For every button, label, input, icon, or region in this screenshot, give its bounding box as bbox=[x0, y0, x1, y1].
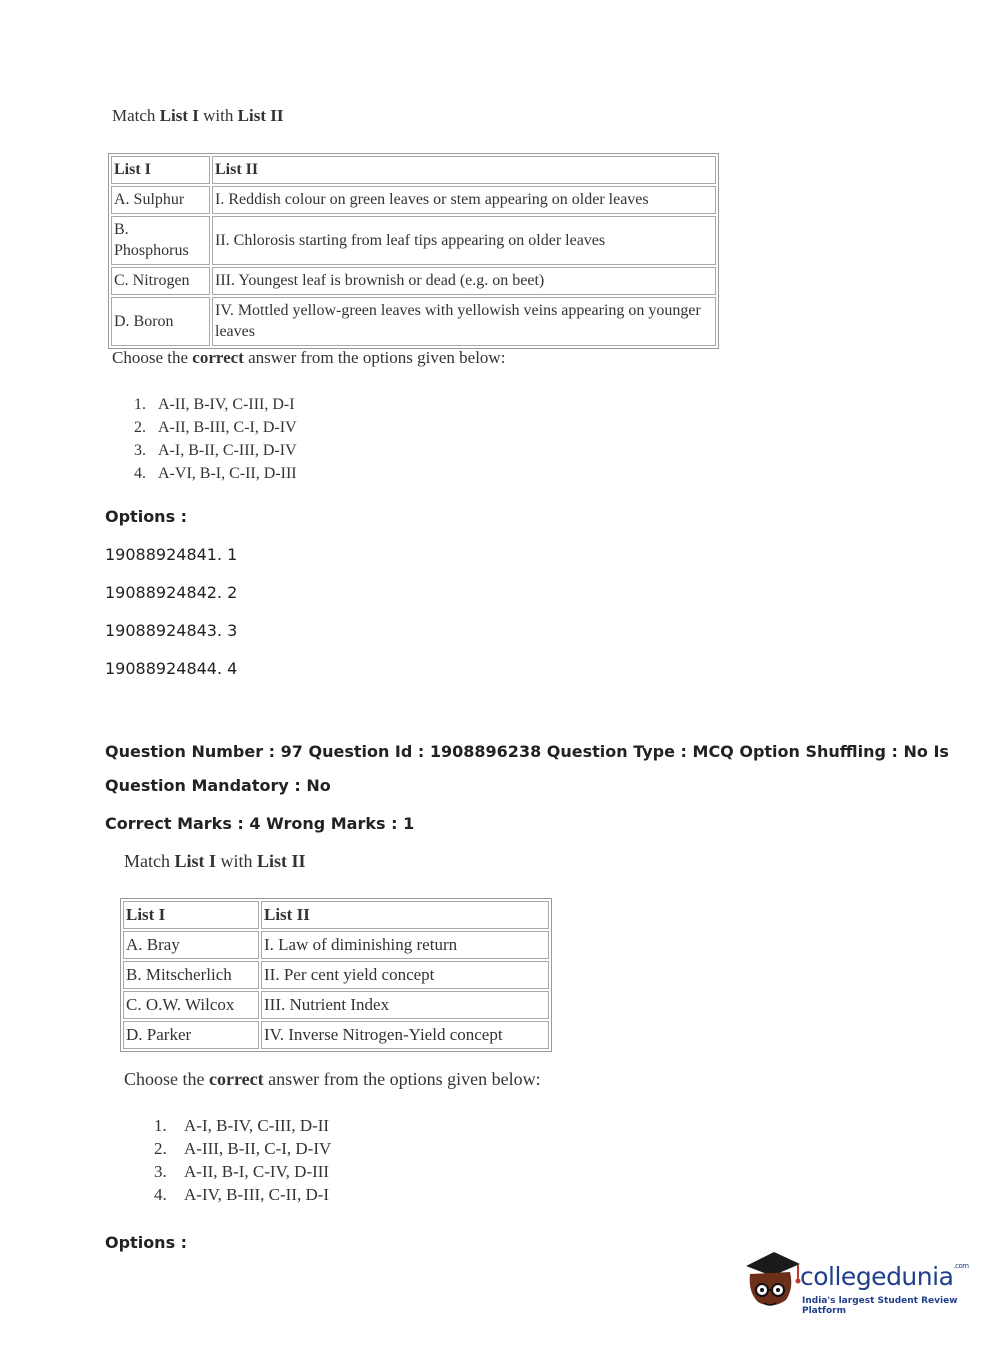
question-meta-line: Question Number : 97 Question Id : 1908896238 Question Type : MCQ Option Shuffling : No Is bbox=[105, 742, 949, 761]
table-cell: B. Mitscherlich bbox=[123, 961, 259, 989]
table-row bbox=[111, 186, 716, 214]
q2-choose-instruction: Choose the correct answer from the options given below: bbox=[124, 1069, 541, 1089]
table-header-cell: List II bbox=[212, 156, 716, 184]
q2-choice-list bbox=[154, 1114, 331, 1206]
table-row bbox=[111, 297, 716, 346]
question-mandatory: Question Mandatory : No bbox=[105, 776, 331, 795]
table-cell: C. Nitrogen bbox=[111, 267, 210, 295]
q1-match-table bbox=[108, 153, 719, 349]
q1-choice-list bbox=[134, 393, 297, 485]
brand-name: collegedunia$^{.com}$ bbox=[800, 1262, 969, 1291]
table-cell: IV. Inverse Nitrogen-Yield concept bbox=[261, 1021, 549, 1049]
list-item: 1. A-I, B-IV, C-III, D-II bbox=[154, 1116, 330, 1135]
question-marks: Correct Marks : 4 Wrong Marks : 1 bbox=[105, 814, 415, 833]
table-cell: B. Phosphorus bbox=[111, 216, 210, 265]
table-cell: A. Sulphur bbox=[111, 186, 210, 214]
list-item: 1. A-II, B-IV, C-III, D-I bbox=[134, 396, 295, 413]
q2-options-label: Options : bbox=[105, 1233, 188, 1252]
list-item: 2. A-II, B-III, C-I, D-IV bbox=[134, 419, 297, 436]
table-cell: D. Boron bbox=[111, 297, 210, 346]
option-item: 19088924841. 1 bbox=[105, 545, 238, 564]
q1-prompt: Match List I with List II bbox=[112, 106, 284, 125]
table-cell: A. Bray bbox=[123, 931, 259, 959]
list-item: 4. A-IV, B-III, C-II, D-I bbox=[154, 1185, 330, 1204]
table-cell: IV. Mottled yellow-green leaves with yellowish veins appearing on younger leaves bbox=[212, 297, 716, 346]
table-cell: D. Parker bbox=[123, 1021, 259, 1049]
table-row bbox=[111, 216, 716, 265]
q1-choose-instruction: Choose the correct answer from the options given below: bbox=[112, 348, 506, 367]
table-header-cell: List I bbox=[111, 156, 210, 184]
table-header-row bbox=[111, 156, 716, 184]
q2-prompt: Match List I with List II bbox=[124, 851, 306, 871]
list-item: 2. A-III, B-II, C-I, D-IV bbox=[154, 1139, 332, 1158]
table-cell: C. O.W. Wilcox bbox=[123, 991, 259, 1019]
list-item: 3. A-I, B-II, C-III, D-IV bbox=[134, 442, 297, 459]
q1-options-label: Options : bbox=[105, 507, 188, 526]
table-header-cell: List I bbox=[123, 901, 259, 929]
table-cell: III. Youngest leaf is brownish or dead (e.g. on beet) bbox=[212, 267, 716, 295]
table-cell: II. Chlorosis starting from leaf tips appearing on older leaves bbox=[212, 216, 716, 265]
table-cell: II. Per cent yield concept bbox=[261, 961, 549, 989]
table-row bbox=[111, 267, 716, 295]
table-header-row bbox=[123, 901, 549, 929]
mascot-icon bbox=[742, 1248, 802, 1320]
table-row bbox=[123, 931, 549, 959]
table-cell: I. Law of diminishing return bbox=[261, 931, 549, 959]
table-row bbox=[123, 991, 549, 1019]
table-row bbox=[123, 961, 549, 989]
table-row bbox=[123, 1021, 549, 1049]
option-item: 19088924844. 4 bbox=[105, 659, 238, 678]
option-item: 19088924842. 2 bbox=[105, 583, 238, 602]
table-cell: III. Nutrient Index bbox=[261, 991, 549, 1019]
q2-match-table bbox=[120, 898, 552, 1052]
list-item: 4. A-VI, B-I, C-II, D-III bbox=[134, 465, 297, 482]
list-item: 3. A-II, B-I, C-IV, D-III bbox=[154, 1162, 330, 1181]
option-item: 19088924843. 3 bbox=[105, 621, 238, 640]
table-cell: I. Reddish colour on green leaves or stem appearing on older leaves bbox=[212, 186, 716, 214]
table-header-cell: List II bbox=[261, 901, 549, 929]
brand-tagline: India's largest Student Review Platform bbox=[802, 1296, 958, 1316]
